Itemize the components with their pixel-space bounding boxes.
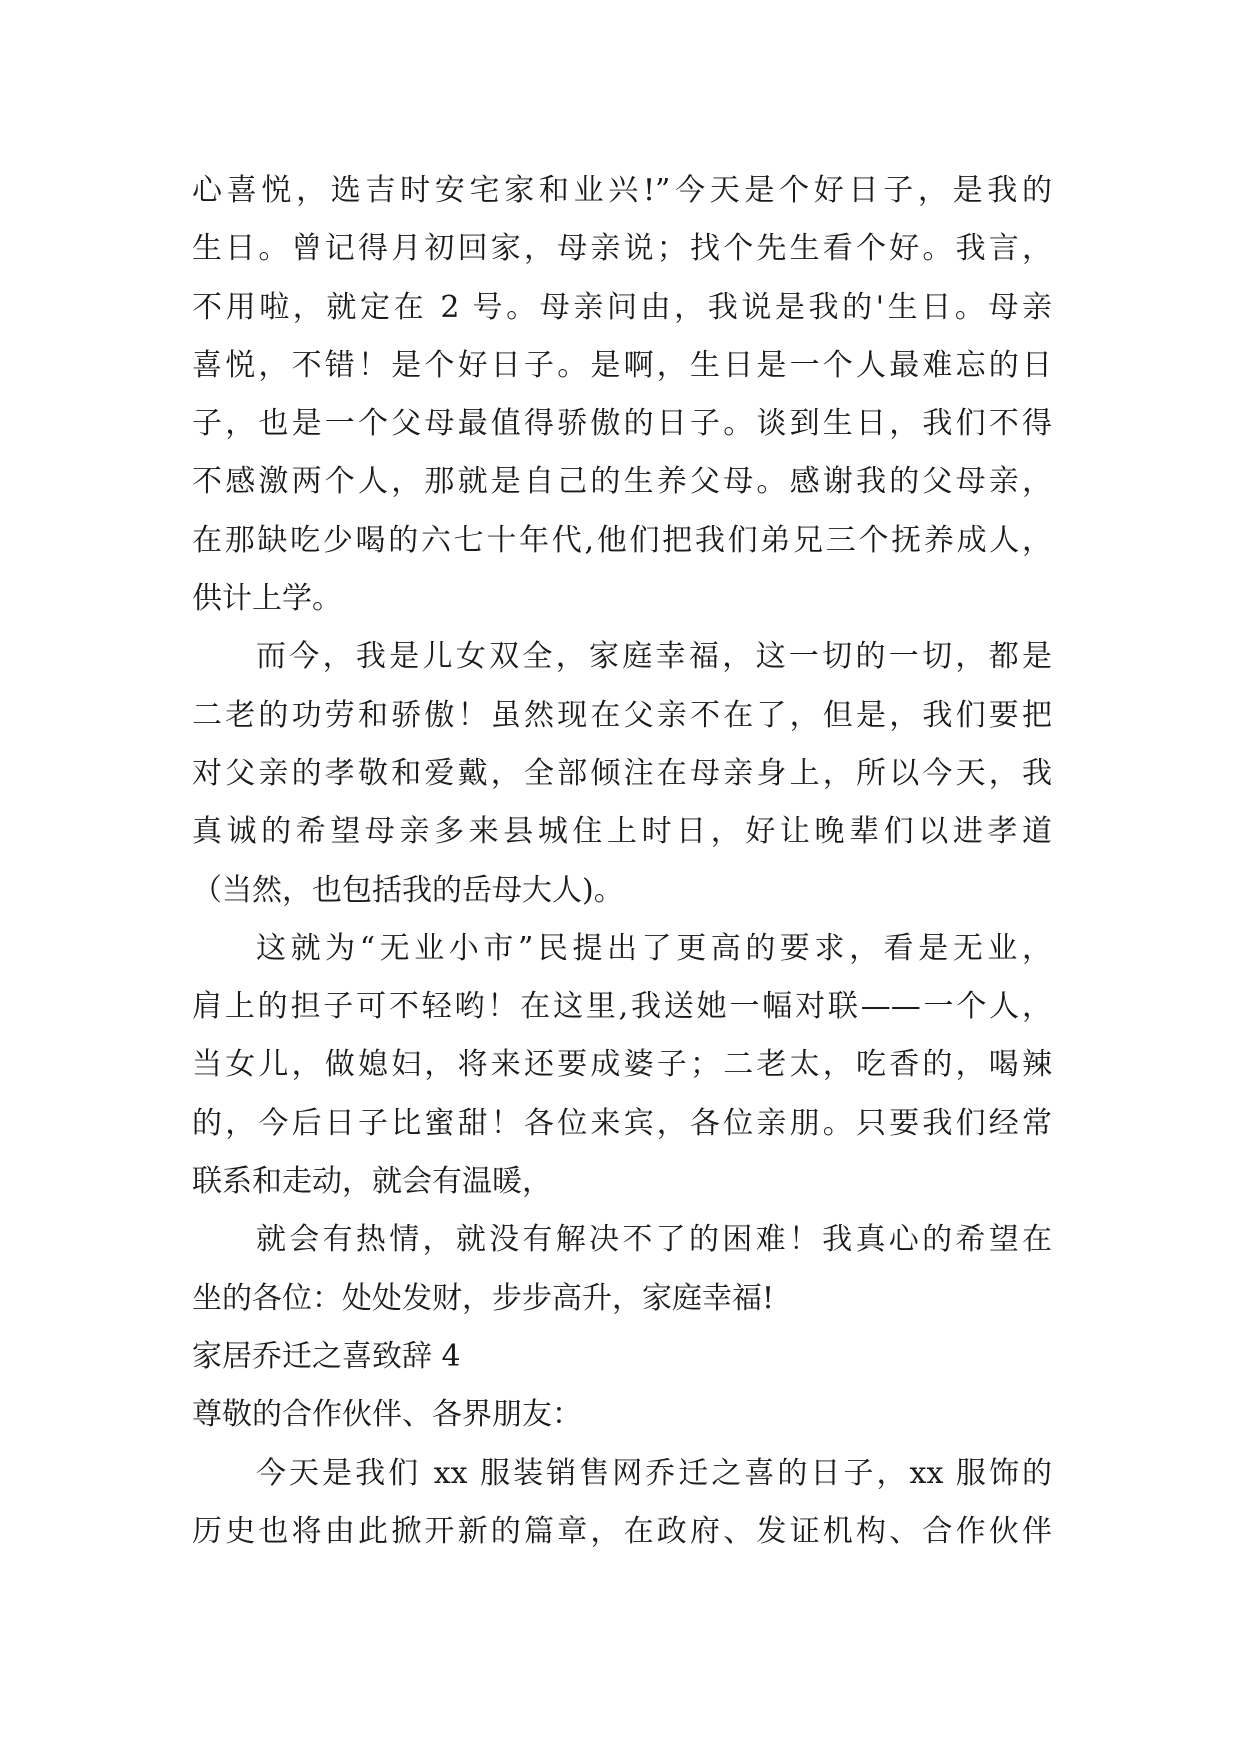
text-line: 历史也将由此掀开新的篇章，在政府、发证机构、合作伙伴 — [192, 1513, 1052, 1549]
text-line: 生日。曾记得月初回家，母亲说；找个先生看个好。我言， — [192, 231, 1052, 267]
text-line: （当然，也包括我的岳母大人)。 — [192, 872, 624, 908]
salutation-text: 尊敬的合作伙伴、各界朋友： — [192, 1397, 582, 1433]
text-line: 的，今后日子比蜜甜！各位来宾，各位亲朋。只要我们经常 — [192, 1105, 1052, 1141]
text-line: 这就为“无业小市”民提出了更高的要求，看是无业， — [256, 930, 1052, 966]
text-line: 心喜悦，选吉时安宅家和业兴!”今天是个好日子，是我的 — [192, 173, 1052, 208]
text-line: 而今，我是儿女双全，家庭幸福，这一切的一切，都是 — [256, 639, 1052, 675]
text-line: 供计上学。 — [192, 581, 342, 617]
text-line: 不感激两个人，那就是自己的生养父母。感谢我的父母亲， — [192, 464, 1052, 500]
paragraph — [192, 920, 1052, 1211]
text-line: 二老的功劳和骄傲！虽然现在父亲不在了，但是，我们要把 — [192, 697, 1052, 733]
text-line: 喜悦，不错！是个好日子。是啊，生日是一个人最难忘的日 — [192, 347, 1052, 383]
paragraph — [192, 1445, 1052, 1562]
text-line: 今天是我们 xx 服装销售网乔迁之喜的日子，xx 服饰的 — [256, 1455, 1052, 1491]
salutation — [192, 1386, 1052, 1444]
text-line: 对父亲的孝敬和爱戴，全部倾注在母亲身上，所以今天，我 — [192, 755, 1052, 791]
text-line: 肩上的担子可不轻哟！在这里,我送她一幅对联——一个人， — [192, 989, 1052, 1025]
section-heading — [192, 1328, 1052, 1386]
paragraph — [192, 628, 1052, 919]
text-line: 不用啦，就定在 2 号。母亲问由，我说是我的'生日。母亲 — [192, 289, 1052, 325]
text-line: 联系和走动，就会有温暖， — [192, 1164, 552, 1200]
text-line: 子，也是一个父母最值得骄傲的日子。谈到生日，我们不得 — [192, 406, 1052, 442]
text-line: 真诚的希望母亲多来县城住上时日，好让晚辈们以进孝道 — [192, 814, 1052, 850]
paragraph — [192, 1211, 1052, 1328]
text-line: 当女儿，做媳妇，将来还要成婆子；二老太，吃香的，喝辣 — [192, 1047, 1052, 1083]
text-line: 坐的各位：处处发财，步步高升，家庭幸福! — [192, 1280, 775, 1316]
text-line: 就会有热情，就没有解决不了的困难！我真心的希望在 — [256, 1222, 1052, 1258]
heading-text: 家居乔迁之喜致辞 4 — [192, 1338, 461, 1374]
text-line: 在那缺吃少喝的六七十年代,他们把我们弟兄三个抚养成人， — [192, 522, 1052, 558]
document-body — [192, 162, 1052, 1561]
paragraph — [192, 162, 1052, 628]
